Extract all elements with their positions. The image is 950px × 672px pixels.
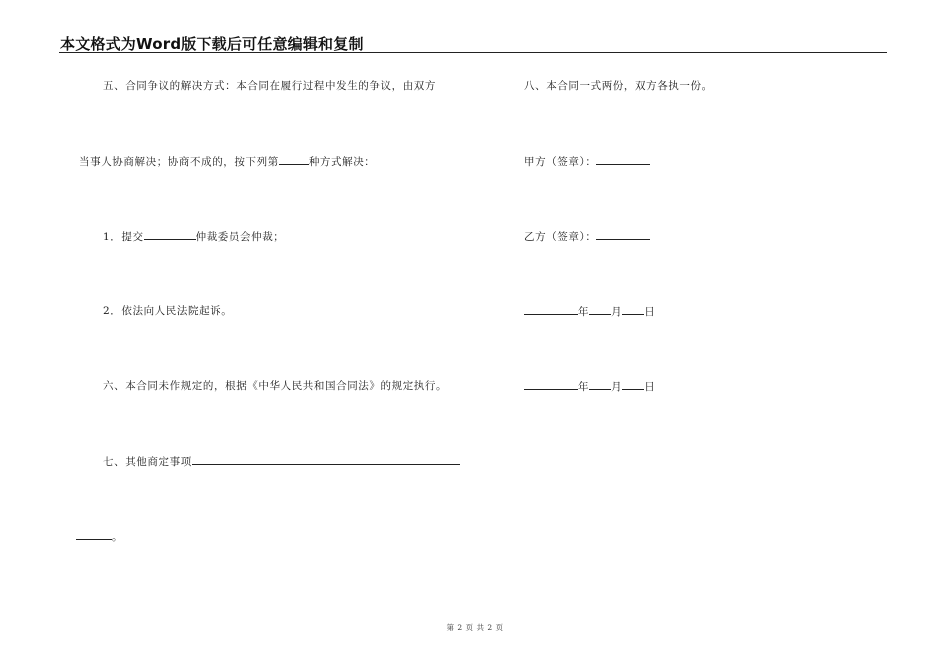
- clause-5-text-b: 种方式解决：: [308, 156, 376, 168]
- clause-7: [103, 454, 460, 469]
- party-a-label: 甲方（签章）：: [524, 156, 597, 168]
- party-b-date-line: [524, 379, 655, 394]
- year-label: 年: [578, 306, 590, 318]
- party-a-month-blank[interactable]: [589, 304, 611, 315]
- clause-5-line-2: [79, 154, 375, 169]
- party-b-day-blank[interactable]: [622, 379, 644, 390]
- item-2-text: 2．依法向人民法院起诉。: [103, 305, 233, 317]
- party-a-signature-blank[interactable]: [596, 154, 650, 165]
- month-label: 月: [611, 306, 623, 318]
- party-a-day-blank[interactable]: [622, 304, 644, 315]
- document-banner: 本文格式为Word版下载后可任意编辑和复制: [60, 35, 364, 53]
- clause-5-text: 五、合同争议的解决方式：本合同在履行过程中发生的争议，由双方: [103, 80, 436, 92]
- party-b-signature-blank[interactable]: [596, 229, 650, 240]
- arbitration-committee-blank[interactable]: [144, 229, 196, 240]
- item-1-text-b: 仲裁委员会仲裁；: [195, 231, 285, 243]
- party-a-signature-line: [524, 154, 650, 169]
- clause-6: [103, 379, 447, 393]
- clause-7-text: 七、其他商定事项: [103, 456, 192, 468]
- party-b-signature-line: [524, 229, 650, 244]
- clause-7-end: 。: [112, 531, 124, 543]
- party-b-label: 乙方（签章）：: [524, 231, 597, 243]
- month-label: 月: [611, 381, 623, 393]
- clause-8-text: 八、本合同一式两份，双方各执一份。: [524, 80, 713, 92]
- method-number-blank[interactable]: [279, 154, 309, 165]
- party-b-year-blank[interactable]: [524, 379, 578, 390]
- party-a-date-line: [524, 304, 655, 319]
- year-label: 年: [578, 381, 590, 393]
- other-matters-blank[interactable]: [192, 454, 460, 465]
- page-number: 第 2 页 共 2 页: [446, 623, 504, 632]
- party-a-year-blank[interactable]: [524, 304, 578, 315]
- clause-5-line-1: [103, 79, 436, 93]
- other-matters-blank-continued[interactable]: [76, 529, 112, 540]
- party-b-month-blank[interactable]: [589, 379, 611, 390]
- clause-8: [524, 79, 713, 93]
- day-label: 日: [644, 381, 656, 393]
- header-rule: [59, 52, 887, 53]
- clause-5-item-1: [103, 229, 284, 244]
- clause-7-continuation: [76, 529, 123, 544]
- item-1-text-a: 1．提交: [103, 231, 144, 243]
- clause-5-item-2: [103, 304, 232, 318]
- clause-6-text: 六、本合同未作规定的，根据《中华人民共和国合同法》的规定执行。: [103, 380, 448, 392]
- day-label: 日: [644, 306, 656, 318]
- clause-5-text-a: 当事人协商解决；协商不成的，按下列第: [79, 156, 279, 168]
